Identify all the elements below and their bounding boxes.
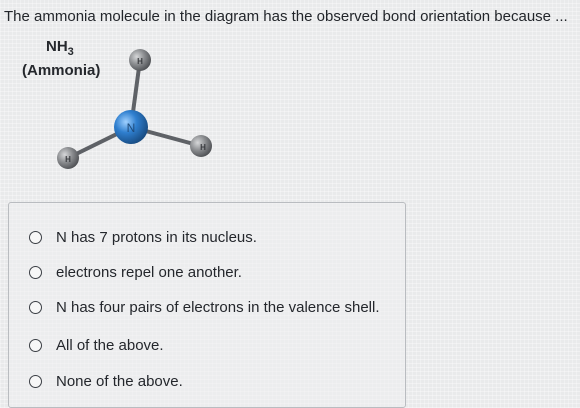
radio-button[interactable]	[29, 339, 42, 352]
formula-subscript: 3	[67, 46, 74, 58]
hydrogen-top-label: H	[137, 57, 143, 66]
hydrogen-right-label: H	[200, 143, 206, 152]
option-label: None of the above.	[56, 372, 183, 390]
option-5[interactable]	[29, 369, 183, 393]
option-3[interactable]	[29, 295, 380, 319]
option-label: All of the above.	[56, 336, 164, 354]
radio-button[interactable]	[29, 231, 42, 244]
radio-button[interactable]	[29, 375, 42, 388]
nitrogen-label: N	[126, 121, 136, 135]
question-text: The ammonia molecule in the diagram has the observed bond orientation because ...	[4, 8, 568, 25]
option-1[interactable]	[29, 225, 257, 249]
radio-button[interactable]	[29, 301, 42, 314]
molecule-model	[10, 36, 260, 196]
molecule-formula	[46, 38, 74, 58]
radio-button[interactable]	[29, 266, 42, 279]
hydrogen-left-label: H	[65, 155, 71, 164]
option-label: N has four pairs of electrons in the valence shell.	[56, 298, 380, 316]
option-label: electrons repel one another.	[56, 263, 242, 281]
option-2[interactable]	[29, 260, 242, 284]
formula-base: NH	[46, 38, 68, 55]
answer-options	[8, 202, 406, 408]
molecule-name: (Ammonia)	[22, 62, 101, 79]
ammonia-diagram	[10, 36, 260, 196]
option-4[interactable]	[29, 333, 164, 357]
option-label: N has 7 protons in its nucleus.	[56, 228, 257, 246]
